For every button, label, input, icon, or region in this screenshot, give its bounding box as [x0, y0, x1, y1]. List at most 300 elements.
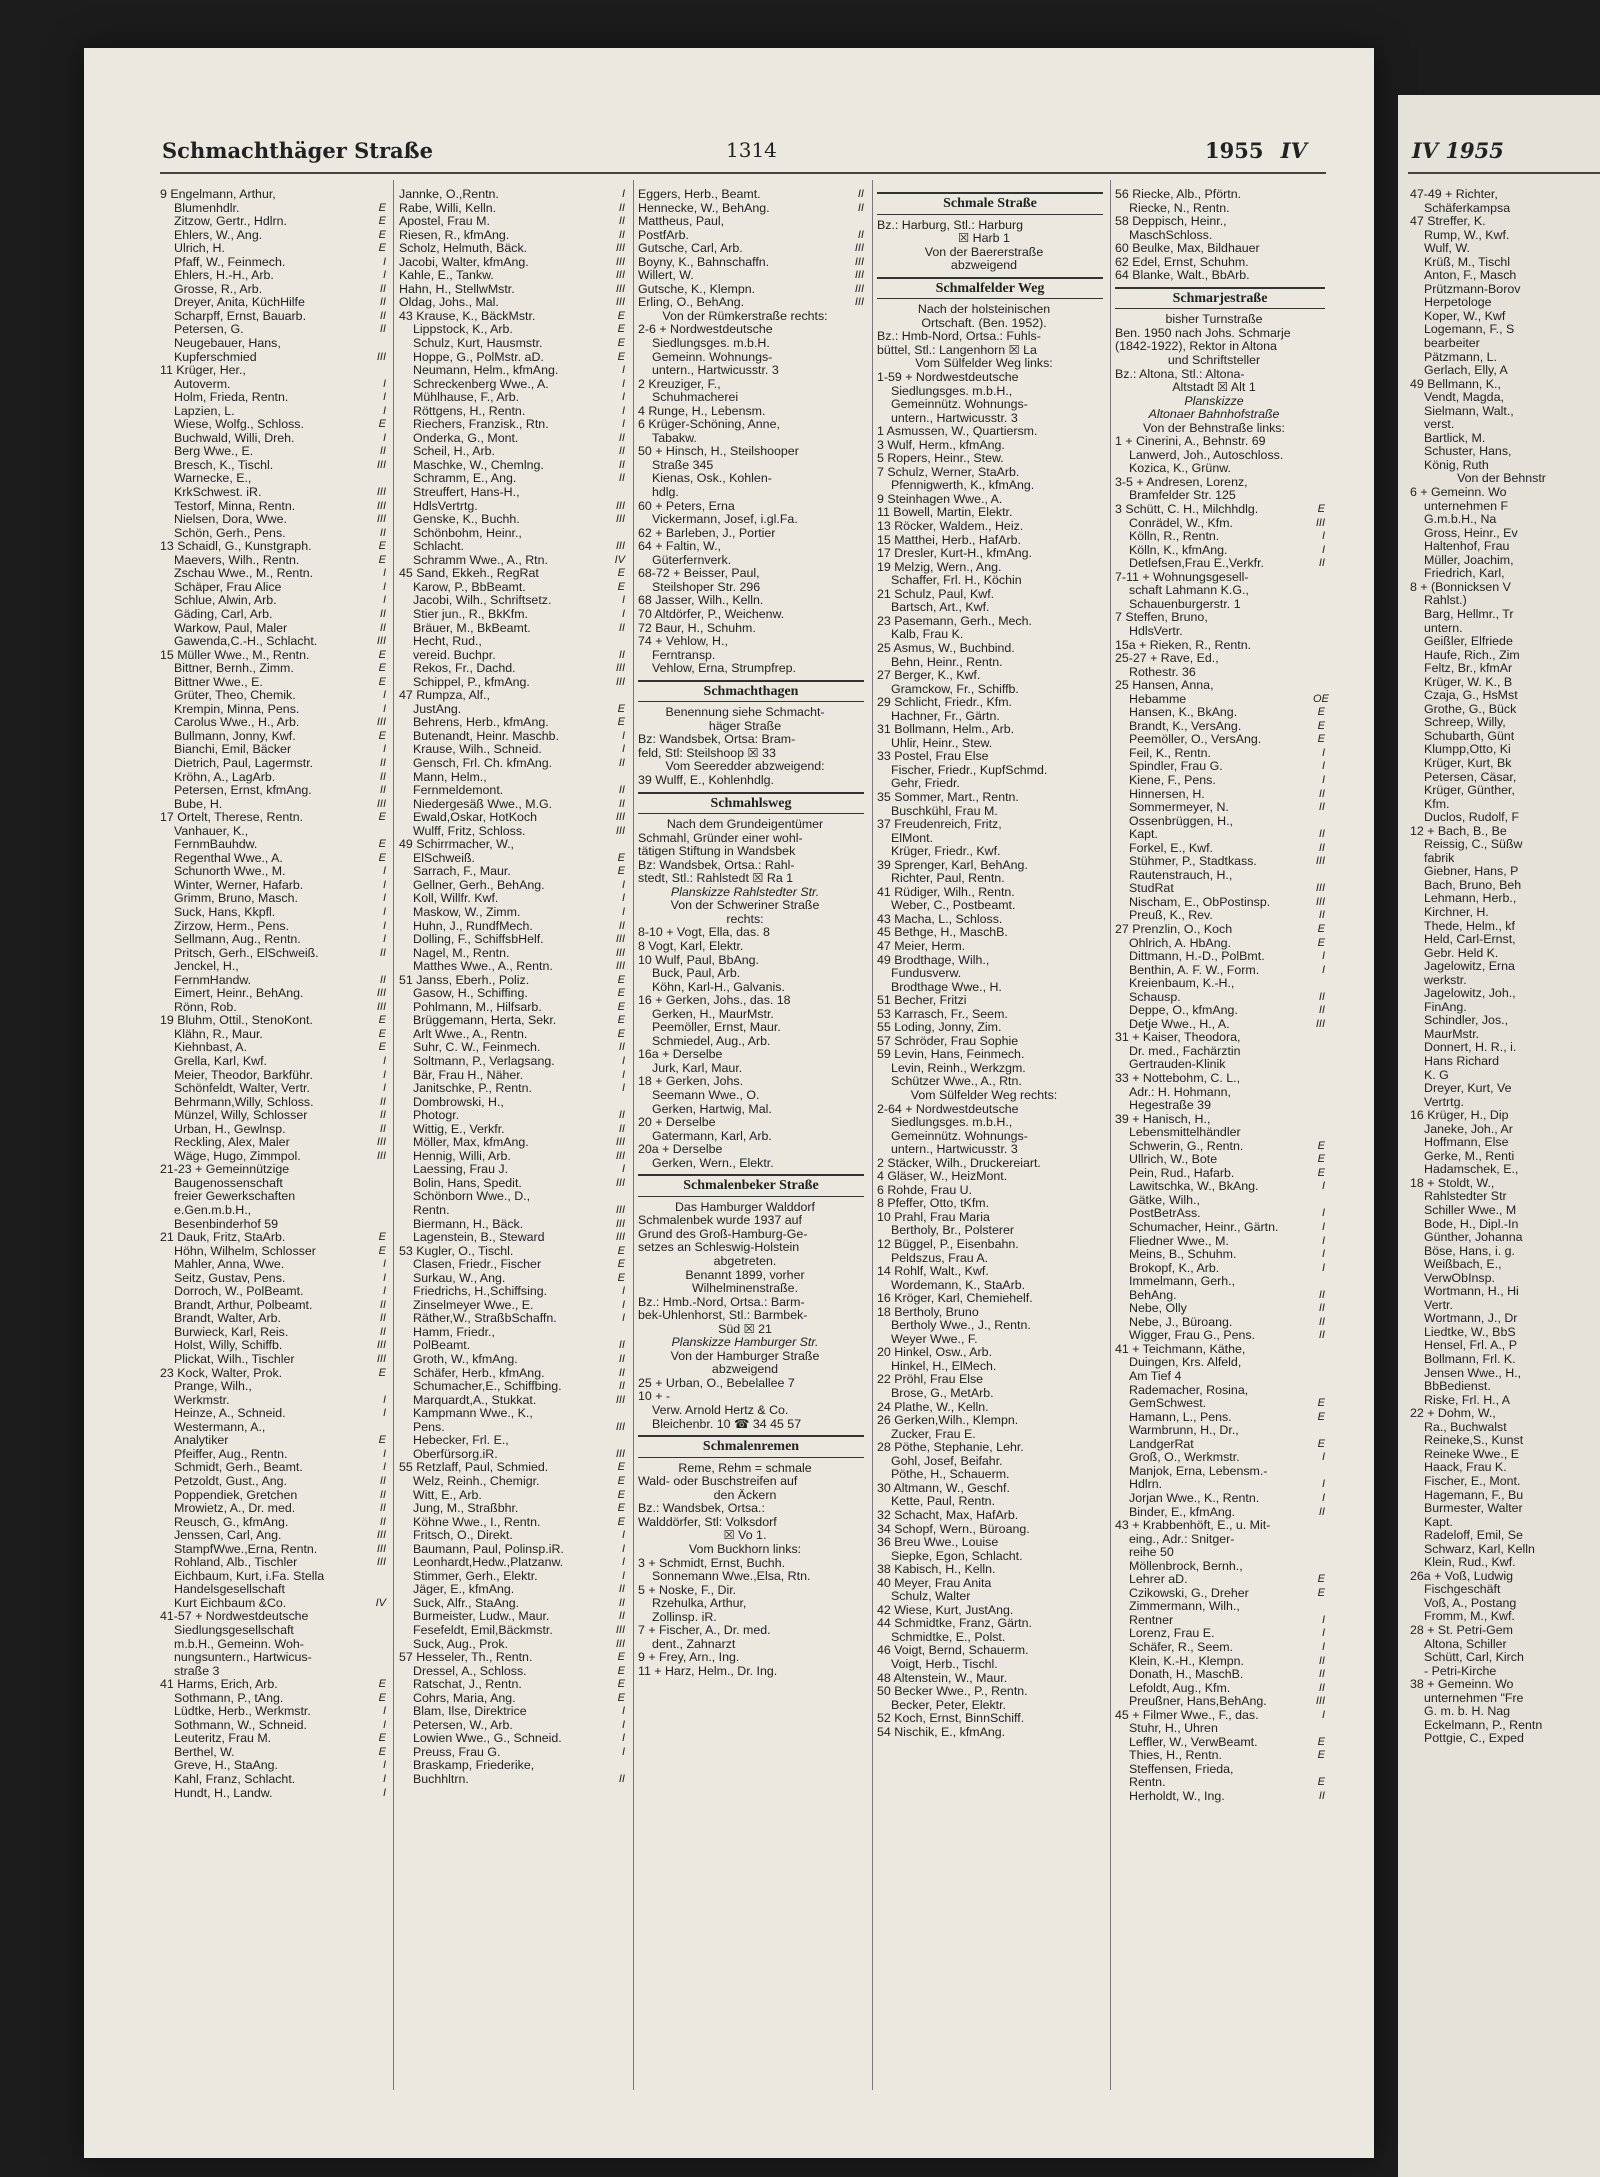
floor-marker: II [379, 1515, 386, 1528]
floor-marker [852, 1255, 864, 1269]
entry-text: Plickat, Wilh., Tischler [174, 1353, 295, 1367]
entry-text: Oldag, Johs., Mal. [399, 296, 499, 310]
entry-text: Seemann Wwe., O. [652, 1089, 760, 1102]
directory-entry [877, 981, 1103, 995]
directory-entry [399, 1096, 625, 1110]
directory-entry [877, 1346, 1103, 1360]
directory-entry [638, 1597, 864, 1611]
entry-text: Reme, Rehm = schmale [678, 1461, 812, 1475]
directory-entry [160, 1299, 386, 1313]
entry-text: MaurMstr. [1424, 1027, 1480, 1041]
entry-text: Bullmann, Jonny, Kwf. [174, 729, 296, 743]
entry-text: Rothestr. 36 [1129, 665, 1196, 679]
floor-marker: E [378, 1027, 386, 1040]
entry-text: Lawitschka, W., BkAng. [1129, 1180, 1259, 1194]
floor-marker: III [1315, 882, 1325, 895]
directory-entry [1115, 1207, 1325, 1221]
floor-marker [1593, 676, 1600, 690]
entry-text: Niedergesäß Wwe., M.G. [413, 797, 553, 811]
entry-text: Grund des Groß-Hamburg-Ge- [638, 1227, 808, 1241]
floor-marker: II [618, 1109, 625, 1122]
entry-text: Bube, H. [174, 797, 223, 811]
entry-text: Buschkühl, Frau M. [891, 804, 998, 818]
entry-text: Dreyer, Anita, KüchHilfe [174, 296, 305, 310]
floor-marker [1593, 269, 1600, 283]
floor-marker: I [621, 1298, 625, 1311]
entry-text: Köhne Wwe., I., Rentn. [413, 1515, 541, 1529]
entry-text: 36 Breu Wwe., Louise [877, 1536, 999, 1550]
entry-text: 9 Engelmann, Arthur, [160, 188, 276, 201]
directory-entry [1410, 1570, 1600, 1584]
floor-marker [1091, 1211, 1103, 1225]
floor-marker [613, 1759, 625, 1773]
floor-marker: E [1317, 1586, 1325, 1599]
entry-text: 23 Kock, Walter, Prok. [160, 1366, 283, 1380]
floor-marker [1593, 1339, 1600, 1353]
floor-marker [1313, 1600, 1325, 1614]
floor-marker [1091, 1306, 1103, 1320]
entry-text: bek-Uhlenhorst, Stl.: Barmbek- [638, 1309, 808, 1323]
directory-entry [638, 913, 864, 927]
entry-text: 27 Prenzlin, O., Koch [1115, 922, 1233, 936]
directory-entry [638, 1529, 864, 1543]
directory-entry [399, 1489, 625, 1503]
entry-text: Reineke Wwe., E [1424, 1447, 1520, 1461]
entry-text: Kfm. [1424, 797, 1450, 811]
entry-text: Brokopf, K., Arb. [1129, 1261, 1220, 1275]
floor-marker [852, 1157, 864, 1171]
column-1 [160, 188, 386, 1800]
floor-marker [852, 622, 864, 636]
entry-text: (1842-1922), Rektor in Altona [1115, 340, 1277, 354]
entry-text: 26 Gerken,Wilh., Klempn. [877, 1414, 1019, 1428]
floor-marker: II [857, 228, 864, 241]
floor-marker [1313, 639, 1325, 653]
entry-text: Adr.: H. Hohmann, [1129, 1085, 1231, 1099]
floor-marker: I [621, 878, 625, 891]
directory-entry [399, 622, 625, 636]
floor-marker: II [618, 201, 625, 214]
floor-marker [1091, 926, 1103, 940]
floor-marker: E [1317, 1397, 1325, 1410]
entry-text: Fischer, Friedr., KupfSchmd. [891, 763, 1048, 777]
directory-entry [638, 1624, 864, 1638]
floor-marker: I [1321, 543, 1325, 556]
entry-text: 16 Kröger, Karl, Chemiehelf. [877, 1292, 1033, 1306]
directory-entry [1410, 405, 1600, 419]
entry-text: Peldszus, Frau A. [891, 1251, 989, 1265]
floor-marker: III [376, 350, 386, 363]
floor-marker [1091, 723, 1103, 737]
directory-entry [399, 1245, 625, 1259]
floor-marker: E [1317, 706, 1325, 719]
directory-entry [1410, 1096, 1600, 1110]
floor-marker [852, 1475, 864, 1489]
directory-entry [1410, 1285, 1600, 1299]
entry-text: hdlg. [652, 486, 679, 500]
directory-entry [160, 472, 386, 486]
directory-entry [877, 1604, 1103, 1618]
directory-entry [399, 364, 625, 378]
entry-text: Krüger, Friedr., Kwf. [891, 845, 1001, 859]
directory-entry [877, 588, 1103, 602]
floor-marker [374, 472, 386, 486]
floor-marker [1313, 327, 1325, 341]
directory-entry [160, 1624, 386, 1638]
floor-marker: E [617, 1488, 625, 1501]
directory-entry [399, 310, 625, 324]
floor-marker [1091, 1116, 1103, 1130]
floor-marker: I [382, 1461, 386, 1474]
entry-text: reihe 50 [1129, 1546, 1174, 1560]
entry-text: Fischer, E., Mont. [1424, 1474, 1521, 1488]
entry-text: Haltenhof, Frau [1424, 540, 1510, 554]
entry-text: Scholz, Helmuth, Bäck. [399, 242, 528, 256]
floor-marker: E [378, 1678, 386, 1691]
floor-marker [374, 1624, 386, 1638]
entry-text: Kirchner, H. [1424, 905, 1489, 919]
entry-text: Benannt 1899, vorher [685, 1268, 805, 1282]
directory-entry [160, 1759, 386, 1773]
floor-marker: E [617, 567, 625, 580]
entry-text: Sarrach, F., Maur. [413, 865, 511, 879]
entry-text: Ehlers, W., Ang. [174, 228, 263, 242]
floor-marker [1091, 1373, 1103, 1387]
entry-text: 11 + Harz, Helm., Dr. Ing. [638, 1664, 778, 1678]
floor-marker: III [376, 987, 386, 1000]
directory-entry [877, 1617, 1103, 1631]
floor-marker [1593, 1461, 1600, 1475]
entry-text: ElMont. [891, 831, 934, 845]
floor-marker: I [382, 1772, 386, 1785]
entry-text: Schönfeldt, Walter, Vertr. [174, 1082, 310, 1096]
directory-entry [1115, 666, 1325, 680]
floor-marker [374, 1421, 386, 1435]
entry-text: 38 Kabisch, H., Kelln. [877, 1563, 996, 1577]
floor-marker: III [615, 1136, 625, 1149]
entry-text: Blam, Ilse, Direktrice [413, 1705, 527, 1719]
floor-marker: I [382, 594, 386, 607]
floor-marker [852, 1502, 864, 1516]
directory-entry [399, 391, 625, 405]
floor-marker: II [618, 1596, 625, 1609]
entry-text: Weißbach, E., [1424, 1258, 1502, 1272]
entry-text: StudRat [1129, 882, 1174, 896]
floor-marker [1593, 1299, 1600, 1313]
entry-text: ElSchweiß. [413, 851, 475, 865]
entry-text: Buchwald, Willi, Dreh. [174, 431, 295, 445]
floor-marker: E [617, 865, 625, 878]
entry-text: Güterfernverk. [652, 553, 732, 567]
floor-marker [852, 1103, 864, 1117]
floor-marker [1313, 449, 1325, 463]
floor-marker [1313, 1763, 1325, 1777]
entry-text: Nebe, Olly [1129, 1302, 1187, 1316]
floor-marker [1091, 967, 1103, 981]
directory-entry [399, 1177, 625, 1191]
directory-entry [877, 805, 1103, 819]
directory-entry [1115, 215, 1325, 229]
floor-marker [1091, 219, 1103, 233]
directory-entry [399, 635, 625, 649]
directory-entry [638, 872, 864, 886]
floor-marker [1091, 1252, 1103, 1266]
floor-marker: I [382, 1082, 386, 1095]
directory-entry [638, 1323, 864, 1337]
floor-marker [1593, 1055, 1600, 1069]
entry-text: Soltmann, P., Verlagsang. [413, 1055, 555, 1068]
floor-marker: III [376, 1136, 386, 1149]
directory-entry [877, 317, 1103, 331]
entry-text: Bleichenbr. 10 ☎ 34 45 57 [652, 1417, 802, 1431]
entry-text: 56 Riecke, Alb., Pförtn. [1115, 188, 1242, 201]
directory-entry [399, 513, 625, 527]
floor-marker [1313, 625, 1325, 639]
directory-entry [1410, 486, 1600, 500]
directory-entry [399, 1475, 625, 1489]
floor-marker: I [382, 1258, 386, 1271]
column-6 [1410, 188, 1600, 1746]
floor-marker [1593, 567, 1600, 581]
floor-marker [1091, 1468, 1103, 1482]
directory-entry [638, 445, 864, 459]
floor-marker [852, 1516, 864, 1530]
entry-text: Dolling, F., SchiffsbHelf. [413, 933, 544, 947]
entry-text: Warmbrunn, H., Dr., [1129, 1424, 1239, 1438]
entry-text: Brandt, Walter, Arb. [174, 1312, 281, 1326]
floor-marker [1091, 385, 1103, 399]
floor-marker [613, 1326, 625, 1340]
directory-entry [1410, 378, 1600, 392]
floor-marker [1593, 283, 1600, 297]
directory-entry [1115, 327, 1325, 341]
floor-marker: II [379, 323, 386, 336]
floor-marker [1091, 357, 1103, 371]
floor-marker [1593, 716, 1600, 730]
floor-marker: I [621, 1163, 625, 1176]
floor-marker: II [1318, 841, 1325, 854]
entry-text: Siedlungsges. m.b.H., [891, 1116, 1013, 1130]
entry-text: Warnecke, E., [174, 472, 252, 486]
directory-entry [160, 215, 386, 229]
directory-entry [399, 1529, 625, 1543]
floor-marker: III [615, 1149, 625, 1162]
directory-entry [638, 405, 864, 419]
directory-entry [1115, 611, 1325, 625]
directory-entry [1410, 1272, 1600, 1286]
directory-entry [160, 865, 386, 879]
floor-marker [1593, 202, 1600, 216]
entry-text: Thede, Helm., kf [1424, 919, 1515, 933]
right-header-rule [1408, 172, 1600, 174]
directory-entry [877, 1414, 1103, 1428]
directory-entry [1410, 1732, 1600, 1746]
entry-text: Suhr, C. W., Feinmech. [413, 1041, 541, 1055]
directory-entry [160, 716, 386, 730]
floor-marker [1091, 1048, 1103, 1062]
directory-entry [638, 1130, 864, 1144]
floor-marker: I [1321, 1180, 1325, 1193]
directory-entry [399, 215, 625, 229]
entry-text: Schramm Wwe., A., Rtn. [413, 553, 548, 567]
entry-text: Meins, B., Schuhm. [1129, 1248, 1237, 1262]
directory-entry [160, 269, 386, 283]
entry-text: Mühlhause, F., Arb. [413, 391, 520, 405]
entry-text: Kiene, F., Pens. [1129, 773, 1216, 787]
floor-marker: I [1321, 746, 1325, 759]
floor-marker [1313, 188, 1325, 202]
entry-text: Kozica, K., Grünw. [1129, 462, 1231, 476]
floor-marker: II [618, 1583, 625, 1596]
directory-entry [399, 459, 625, 473]
floor-marker [1091, 1617, 1103, 1631]
floor-marker: I [1321, 760, 1325, 773]
entry-text: Duingen, Krs. Alfeld, [1129, 1356, 1242, 1370]
directory-entry [638, 337, 864, 351]
entry-text: Gutsche, Carl, Arb. [638, 242, 743, 256]
floor-marker: II [379, 1474, 386, 1487]
directory-entry [1410, 391, 1600, 405]
directory-entry [1410, 1177, 1600, 1191]
entry-text: Schumacher, Heinr., Gärtn. [1129, 1221, 1279, 1235]
directory-entry [399, 405, 625, 419]
directory-entry [1410, 1529, 1600, 1543]
entry-text: G. m. b. H. Nag [1424, 1705, 1511, 1719]
entry-text: 7 + Fischer, A., Dr. med. [638, 1624, 771, 1638]
directory-entry [160, 459, 386, 473]
entry-text: 12 Büggel, P., Eisenbahn. [877, 1238, 1019, 1252]
floor-marker [1091, 1157, 1103, 1171]
directory-entry [638, 1543, 864, 1557]
directory-entry [160, 1326, 386, 1340]
entry-text: Planskizze Hamburger Str. [671, 1336, 819, 1350]
floor-marker [1091, 818, 1103, 832]
directory-entry [638, 1116, 864, 1130]
entry-text: 16a + Derselbe [638, 1048, 723, 1062]
directory-entry [877, 479, 1103, 493]
entry-text: Czikowski, G., Dreher [1129, 1586, 1249, 1600]
floor-marker: E [617, 1502, 625, 1515]
entry-text: 3 Schütt, C. H., Milchhdlg. [1115, 503, 1259, 517]
floor-marker [1091, 886, 1103, 900]
entry-text: Eimert, Heinr., BehAng. [174, 987, 304, 1001]
entry-text: Blumenhdlr. [174, 201, 240, 215]
floor-marker [1091, 1062, 1103, 1076]
directory-entry [1410, 296, 1600, 310]
directory-entry [638, 513, 864, 527]
entry-text: Pöthe, H., Schauerm. [891, 1468, 1010, 1482]
floor-marker [1593, 1624, 1600, 1638]
directory-entry [1410, 920, 1600, 934]
directory-entry [399, 1719, 625, 1733]
directory-entry [1115, 1397, 1325, 1411]
entry-text: Schön, Gerh., Pens. [174, 526, 286, 540]
floor-marker: E [1317, 1166, 1325, 1179]
entry-text: 2 Stäcker, Wilh., Druckereiart. [877, 1156, 1041, 1170]
entry-text: Donnert, H. R., i. [1424, 1041, 1517, 1055]
directory-entry [160, 730, 386, 744]
floor-marker: I [621, 1055, 625, 1067]
entry-text: 53 Kugler, O., Tischl. [399, 1244, 514, 1258]
floor-marker [852, 554, 864, 568]
entry-text: 15a + Rieken, R., Rentn. [1115, 638, 1252, 652]
directory-entry [160, 743, 386, 757]
directory-entry [160, 1475, 386, 1489]
floor-marker: III [854, 269, 864, 282]
directory-entry [638, 940, 864, 954]
entry-text: 28 + St. Petri-Gem [1410, 1623, 1513, 1637]
floor-marker [852, 418, 864, 432]
directory-entry [1115, 1600, 1325, 1614]
entry-text: Röttgens, H., Rentn. [413, 404, 526, 418]
entry-text: 53 Karrasch, Fr., Seem. [877, 1007, 1008, 1021]
directory-entry [160, 1163, 386, 1177]
entry-text: Wilhelminenstraße. [691, 1282, 799, 1296]
entry-text: Rademacher, Rosina, [1129, 1383, 1249, 1397]
directory-entry [1115, 1546, 1325, 1560]
floor-marker [1593, 1231, 1600, 1245]
directory-entry [638, 215, 864, 229]
directory-entry [399, 1163, 625, 1177]
floor-marker [852, 760, 864, 774]
floor-marker: E [1317, 733, 1325, 746]
floor-marker [1593, 1543, 1600, 1557]
entry-text: 14 Rohlf, Walt., Kwf. [877, 1265, 989, 1279]
floor-marker: III [854, 242, 864, 255]
directory-entry [638, 310, 864, 324]
floor-marker [1091, 574, 1103, 588]
entry-text: Sommermeyer, N. [1129, 801, 1229, 815]
floor-marker [1091, 845, 1103, 859]
directory-entry [1410, 513, 1600, 527]
entry-text: PostfArb. [638, 228, 689, 242]
entry-text: bearbeiter [1424, 337, 1480, 351]
entry-text: Von der Behnstr [1457, 472, 1546, 486]
entry-text: 74 + Vehlow, H., [638, 635, 728, 649]
directory-entry [160, 391, 386, 405]
directory-entry [1115, 1126, 1325, 1140]
floor-marker [852, 1035, 864, 1049]
floor-marker [1091, 832, 1103, 846]
entry-text: Onderka, G., Mont. [413, 431, 519, 445]
entry-text: Witt, E., Arb. [413, 1488, 482, 1502]
directory-entry [1115, 489, 1325, 503]
column-rule [633, 180, 634, 2090]
floor-marker: III [615, 1447, 625, 1460]
entry-text: Köhn, Karl-H., Galvanis. [652, 980, 785, 994]
entry-text: Böse, Hans, i. g. [1424, 1244, 1515, 1258]
floor-marker [852, 1418, 864, 1432]
entry-text: Höhn, Wilhelm, Schlosser [174, 1244, 316, 1258]
directory-entry [399, 920, 625, 934]
floor-marker: III [615, 1217, 625, 1230]
directory-entry [638, 706, 864, 720]
floor-marker: I [382, 743, 386, 756]
floor-marker: E [617, 702, 625, 715]
directory-entry [877, 1333, 1103, 1347]
directory-entry [399, 581, 625, 595]
directory-entry [399, 1312, 625, 1326]
floor-marker [613, 1190, 625, 1204]
entry-text: Wortmann, H., Hi [1424, 1285, 1519, 1299]
entry-text: Bach, Bruno, Beh [1424, 878, 1522, 892]
directory-entry [1115, 1384, 1325, 1398]
entry-text: Lefoldt, Aug., Kfm. [1129, 1681, 1231, 1695]
entry-text: Berthel, W. [174, 1745, 235, 1759]
directory-entry [399, 852, 625, 866]
floor-marker [1593, 445, 1600, 459]
floor-marker [852, 1638, 864, 1652]
